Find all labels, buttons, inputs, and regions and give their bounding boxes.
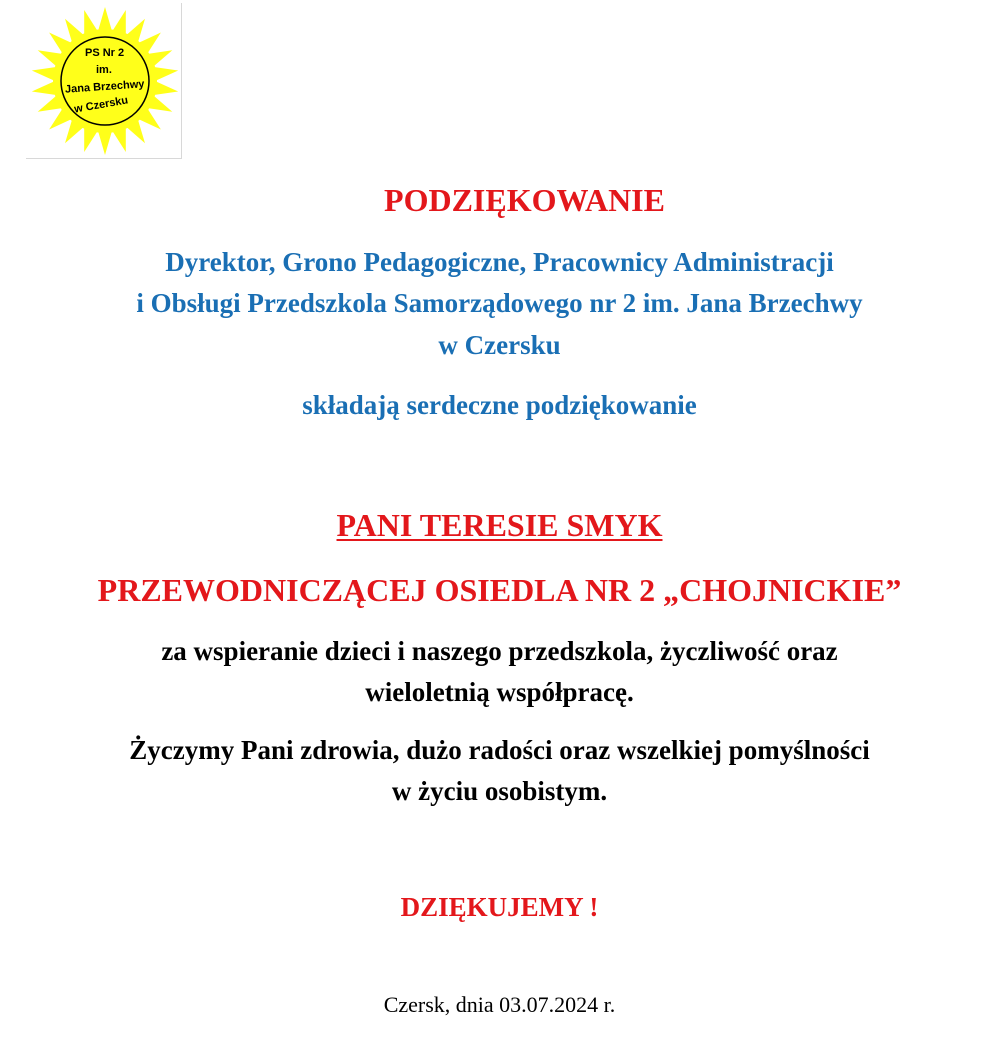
wishes-line-2: w życiu osobistym. (391, 776, 608, 806)
reason-line-1: za wspieranie dzieci i naszego przedszkola, życzliwość oraz (161, 636, 838, 666)
reason-line-2: wieloletnią współpracę. (365, 677, 634, 707)
intro-text: składają serdeczne podziękowanie (302, 390, 697, 420)
senders-line-2: i Obsługi Przedszkola Samorządowego nr 2 im. Jana Brzechwy (136, 288, 863, 318)
recipient-name (0, 507, 999, 544)
logo-text (26, 3, 182, 159)
closing-text: DZIĘKUJEMY ! (400, 892, 599, 922)
recipient-role: PRZEWODNICZĄCEJ OSIEDLA NR 2 „CHOJNICKIE” (97, 572, 902, 608)
logo-line-4: w Czersku (73, 94, 130, 116)
logo-line-1: PS Nr 2 (85, 47, 125, 59)
senders-line-3: w Czersku (438, 330, 561, 360)
document-title: PODZIĘKOWANIE (384, 182, 665, 218)
school-logo (26, 3, 182, 159)
senders-line-1: Dyrektor, Grono Pedagogiczne, Pracownicy Administracji (165, 247, 834, 277)
wishes-line-1: Życzymy Pani zdrowia, dużo radości oraz wszelkiej pomyślności (129, 735, 870, 765)
place-and-date: Czersk, dnia 03.07.2024 r. (383, 992, 616, 1017)
recipient-name-text: PANI TERESIE SMYK (336, 507, 663, 543)
logo-line-2: im. (96, 64, 112, 76)
logo-line-3: Jana Brzechwy (64, 78, 145, 96)
